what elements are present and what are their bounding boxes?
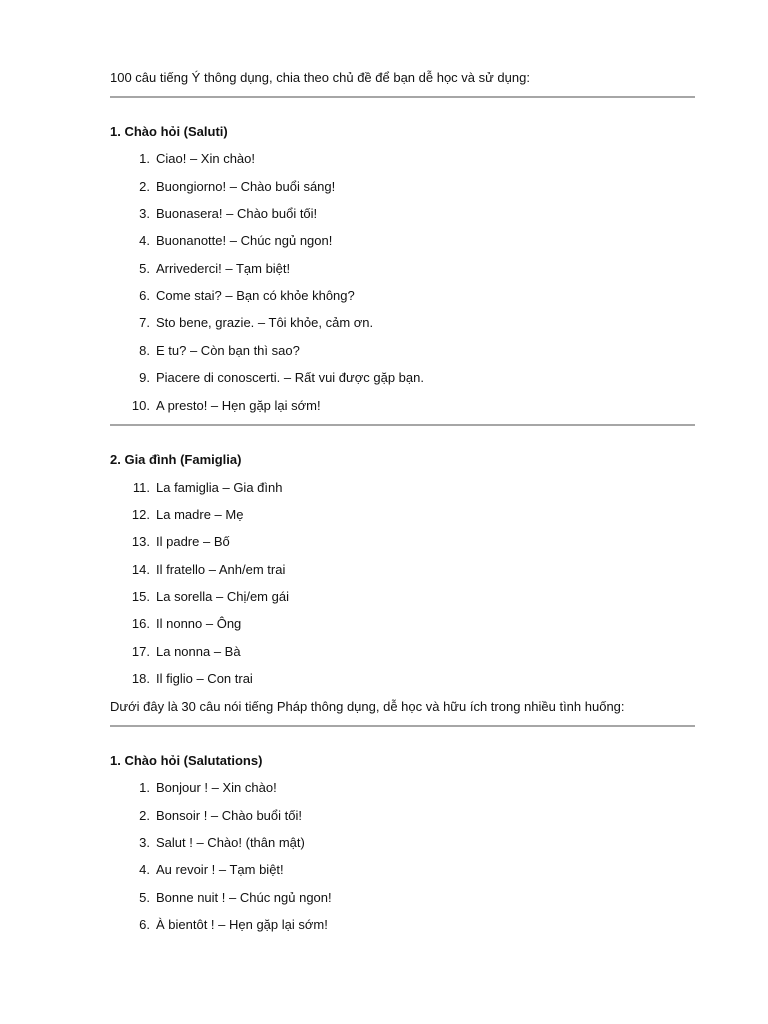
divider bbox=[110, 424, 695, 426]
list-item-number: 3. bbox=[139, 206, 150, 221]
list-item-number: 15. bbox=[131, 589, 150, 604]
list-item-number: 7. bbox=[139, 315, 150, 330]
list-item: Bonjour ! – Xin chào! bbox=[156, 780, 277, 795]
list-item-number: 6. bbox=[139, 288, 150, 303]
list-item: La famiglia – Gia đình bbox=[156, 480, 283, 495]
list-item: La nonna – Bà bbox=[156, 644, 241, 659]
list-item-number: 8. bbox=[139, 343, 150, 358]
list-item: Salut ! – Chào! (thân mật) bbox=[156, 835, 305, 850]
list-item-number: 10. bbox=[131, 398, 150, 413]
list-item-number: 12. bbox=[131, 507, 150, 522]
list-item: A presto! – Hẹn gặp lại sớm! bbox=[156, 398, 321, 413]
list-item-number: 5. bbox=[139, 890, 150, 905]
list-item-number: 1. bbox=[139, 151, 150, 166]
list-item: Il figlio – Con trai bbox=[156, 671, 253, 686]
list-item: Il fratello – Anh/em trai bbox=[156, 562, 286, 577]
list-item-number: 14. bbox=[131, 562, 150, 577]
section-heading-famiglia: 2. Gia đình (Famiglia) bbox=[110, 452, 242, 467]
list-item: La sorella – Chị/em gái bbox=[156, 589, 289, 604]
list-item: Bonsoir ! – Chào buổi tối! bbox=[156, 808, 302, 823]
list-item-number: 17. bbox=[131, 644, 150, 659]
divider bbox=[110, 96, 695, 98]
section-heading-salutations: 1. Chào hỏi (Salutations) bbox=[110, 753, 263, 768]
list-item-number: 5. bbox=[139, 261, 150, 276]
intro-french: Dưới đây là 30 câu nói tiếng Pháp thông dụng, dễ học và hữu ích trong nhiều tình huống: bbox=[110, 699, 625, 714]
list-item: Come stai? – Bạn có khỏe không? bbox=[156, 288, 355, 303]
list-item: Il padre – Bố bbox=[156, 534, 230, 549]
list-item-number: 2. bbox=[139, 179, 150, 194]
list-item: Il nonno – Ông bbox=[156, 616, 242, 631]
list-item-number: 1. bbox=[139, 780, 150, 795]
list-item: À bientôt ! – Hẹn gặp lại sớm! bbox=[156, 917, 328, 932]
list-item-number: 9. bbox=[139, 370, 150, 385]
list-item: Buonasera! – Chào buổi tối! bbox=[156, 206, 318, 221]
list-item-number: 13. bbox=[131, 534, 150, 549]
list-item: La madre – Mẹ bbox=[156, 507, 244, 522]
list-item: Piacere di conoscerti. – Rất vui được gặp bạn. bbox=[156, 370, 424, 385]
divider bbox=[110, 725, 695, 727]
list-item-number: 3. bbox=[139, 835, 150, 850]
list-item: Bonne nuit ! – Chúc ngủ ngon! bbox=[156, 890, 332, 905]
list-item: E tu? – Còn bạn thì sao? bbox=[156, 343, 300, 358]
list-item: Au revoir ! – Tạm biệt! bbox=[156, 862, 284, 877]
list-item-number: 4. bbox=[139, 862, 150, 877]
list-item-number: 16. bbox=[131, 616, 150, 631]
list-item-number: 2. bbox=[139, 808, 150, 823]
list-item: Buonanotte! – Chúc ngủ ngon! bbox=[156, 233, 333, 248]
list-item-number: 18. bbox=[131, 671, 150, 686]
list-item-number: 11. bbox=[132, 480, 150, 495]
list-item: Ciao! – Xin chào! bbox=[156, 151, 256, 166]
list-item: Buongiorno! – Chào buổi sáng! bbox=[156, 179, 336, 194]
list-item: Sto bene, grazie. – Tôi khỏe, cảm ơn. bbox=[156, 315, 374, 330]
list-item-number: 4. bbox=[139, 233, 150, 248]
section-heading-saluti: 1. Chào hỏi (Saluti) bbox=[110, 124, 228, 139]
intro-italian: 100 câu tiếng Ý thông dụng, chia theo chủ đề để bạn dễ học và sử dụng: bbox=[110, 70, 530, 85]
list-item: Arrivederci! – Tạm biệt! bbox=[156, 261, 291, 276]
list-item-number: 6. bbox=[139, 917, 150, 932]
